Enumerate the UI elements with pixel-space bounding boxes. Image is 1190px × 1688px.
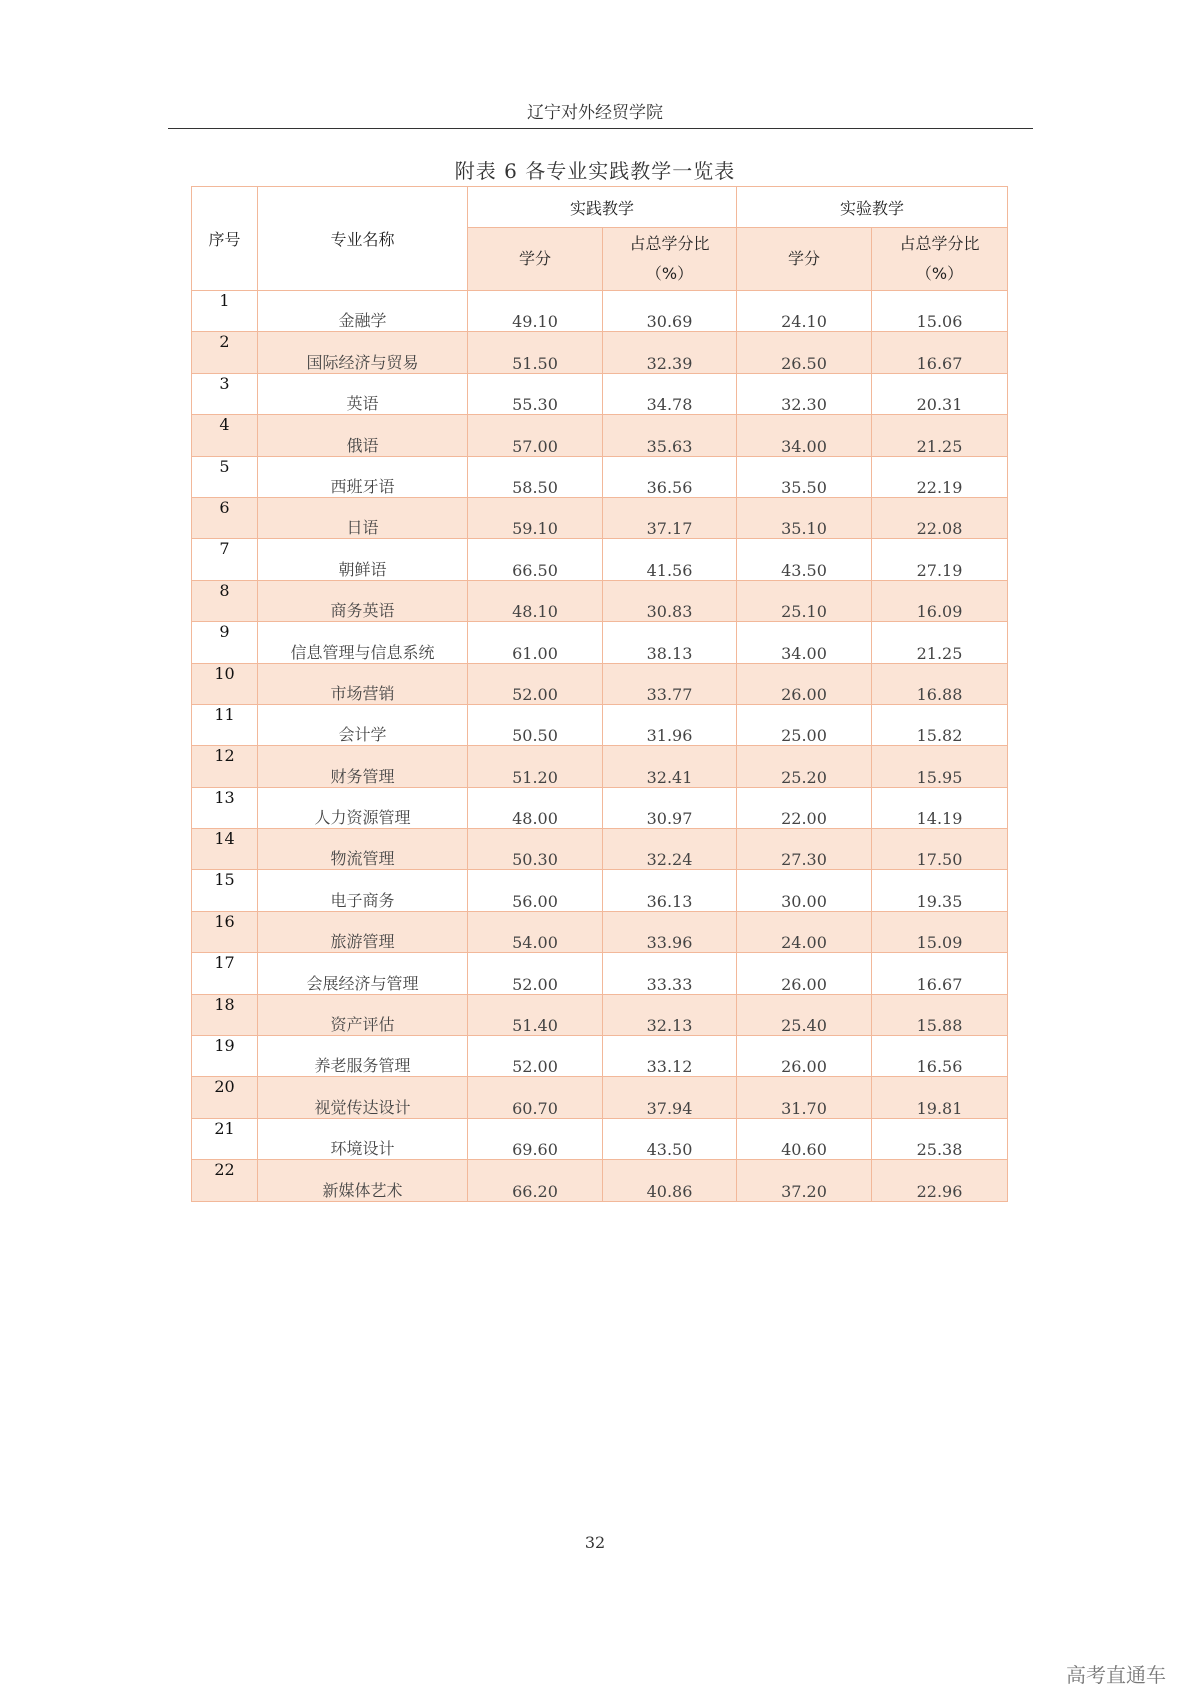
cell-practice-percent: 33.12 [603,1036,737,1077]
cell-experiment-percent: 22.96 [872,1160,1008,1201]
cell-practice-credits: 52.00 [468,663,603,704]
cell-index: 6 [192,497,258,538]
cell-experiment-credits: 34.00 [737,622,872,663]
cell-index: 17 [192,953,258,994]
cell-index: 21 [192,1118,258,1159]
cell-practice-credits: 69.60 [468,1118,603,1159]
cell-index: 13 [192,787,258,828]
cell-practice-percent: 37.94 [603,1077,737,1118]
cell-experiment-percent: 17.50 [872,829,1008,870]
cell-practice-credits: 55.30 [468,373,603,414]
cell-practice-credits: 60.70 [468,1077,603,1118]
cell-experiment-credits: 26.00 [737,1036,872,1077]
cell-experiment-credits: 43.50 [737,539,872,580]
cell-index: 22 [192,1160,258,1201]
cell-experiment-percent: 20.31 [872,373,1008,414]
cell-practice-percent: 33.96 [603,911,737,952]
cell-practice-credits: 54.00 [468,911,603,952]
cell-experiment-percent: 16.09 [872,580,1008,621]
table-row [192,1160,1008,1201]
cell-index: 20 [192,1077,258,1118]
cell-practice-credits: 56.00 [468,870,603,911]
cell-experiment-credits: 35.50 [737,456,872,497]
column-header-practice-percent [603,228,737,291]
cell-experiment-credits: 37.20 [737,1160,872,1201]
cell-experiment-percent: 27.19 [872,539,1008,580]
cell-experiment-percent: 16.67 [872,332,1008,373]
cell-practice-credits: 50.50 [468,704,603,745]
cell-index: 8 [192,580,258,621]
header-divider [168,128,1033,129]
table-row [192,829,1008,870]
table-row [192,622,1008,663]
cell-practice-percent: 33.33 [603,953,737,994]
table-row [192,497,1008,538]
cell-major: 视觉传达设计 [258,1077,468,1118]
cell-experiment-credits: 35.10 [737,497,872,538]
cell-practice-credits: 61.00 [468,622,603,663]
cell-practice-percent: 32.41 [603,746,737,787]
table-row [192,291,1008,332]
cell-practice-percent: 32.39 [603,332,737,373]
table-row [192,539,1008,580]
cell-experiment-credits: 22.00 [737,787,872,828]
cell-experiment-credits: 40.60 [737,1118,872,1159]
document-header-title: 辽宁对外经贸学院 [527,103,663,123]
cell-practice-credits: 51.20 [468,746,603,787]
table-row [192,787,1008,828]
cell-practice-credits: 50.30 [468,829,603,870]
cell-major: 西班牙语 [258,456,468,497]
cell-practice-credits: 52.00 [468,1036,603,1077]
cell-practice-credits: 51.40 [468,994,603,1035]
column-header-major: 专业名称 [258,187,468,291]
percent-label: 占总学分比 [899,234,980,253]
cell-practice-credits: 57.00 [468,415,603,456]
table-row [192,1118,1008,1159]
cell-experiment-credits: 25.10 [737,580,872,621]
column-group-experiment: 实验教学 [737,187,1008,228]
cell-experiment-percent: 15.88 [872,994,1008,1035]
table-caption: 附表 6 各专业实践教学一览表 [454,159,736,183]
cell-practice-credits: 52.00 [468,953,603,994]
cell-experiment-credits: 31.70 [737,1077,872,1118]
cell-practice-credits: 51.50 [468,332,603,373]
table-row [192,580,1008,621]
cell-experiment-percent: 15.09 [872,911,1008,952]
watermark-text: 高考直通车 [1066,1663,1166,1687]
cell-index: 5 [192,456,258,497]
cell-major: 环境设计 [258,1118,468,1159]
table-body [192,291,1008,1202]
cell-major: 朝鲜语 [258,539,468,580]
cell-experiment-percent: 16.88 [872,663,1008,704]
table-row [192,1077,1008,1118]
cell-experiment-credits: 34.00 [737,415,872,456]
cell-index: 1 [192,291,258,332]
cell-experiment-credits: 26.50 [737,332,872,373]
column-header-practice-credits: 学分 [468,228,603,291]
table-row [192,332,1008,373]
cell-experiment-percent: 25.38 [872,1118,1008,1159]
cell-index: 14 [192,829,258,870]
cell-major: 金融学 [258,291,468,332]
cell-index: 16 [192,911,258,952]
cell-experiment-credits: 25.40 [737,994,872,1035]
cell-index: 10 [192,663,258,704]
cell-experiment-credits: 27.30 [737,829,872,870]
cell-practice-percent: 40.86 [603,1160,737,1201]
column-header-experiment-percent [872,228,1008,291]
cell-practice-credits: 48.00 [468,787,603,828]
cell-practice-percent: 36.13 [603,870,737,911]
cell-index: 15 [192,870,258,911]
table-row [192,953,1008,994]
cell-experiment-credits: 26.00 [737,663,872,704]
cell-practice-credits: 66.50 [468,539,603,580]
cell-major: 资产评估 [258,994,468,1035]
cell-major: 会展经济与管理 [258,953,468,994]
cell-experiment-percent: 15.06 [872,291,1008,332]
cell-experiment-credits: 32.30 [737,373,872,414]
cell-experiment-credits: 30.00 [737,870,872,911]
column-group-practice: 实践教学 [468,187,737,228]
cell-practice-credits: 49.10 [468,291,603,332]
table-row [192,415,1008,456]
cell-experiment-percent: 16.56 [872,1036,1008,1077]
page-number: 32 [584,1533,606,1552]
cell-practice-credits: 59.10 [468,497,603,538]
cell-experiment-percent: 19.81 [872,1077,1008,1118]
table-row [192,456,1008,497]
cell-practice-credits: 66.20 [468,1160,603,1201]
column-header-index: 序号 [192,187,258,291]
cell-practice-credits: 58.50 [468,456,603,497]
cell-practice-percent: 30.69 [603,291,737,332]
cell-experiment-percent: 21.25 [872,415,1008,456]
cell-major: 物流管理 [258,829,468,870]
cell-practice-percent: 30.97 [603,787,737,828]
practice-teaching-table [191,186,1008,1202]
cell-practice-percent: 32.24 [603,829,737,870]
cell-major: 人力资源管理 [258,787,468,828]
column-header-experiment-credits: 学分 [737,228,872,291]
cell-major: 英语 [258,373,468,414]
table-row [192,704,1008,745]
cell-major: 会计学 [258,704,468,745]
table-row [192,1036,1008,1077]
cell-major: 电子商务 [258,870,468,911]
percent-unit: （%） [915,264,964,283]
cell-experiment-credits: 25.00 [737,704,872,745]
cell-experiment-credits: 26.00 [737,953,872,994]
cell-experiment-percent: 15.95 [872,746,1008,787]
cell-major: 俄语 [258,415,468,456]
cell-major: 财务管理 [258,746,468,787]
cell-major: 日语 [258,497,468,538]
cell-practice-percent: 30.83 [603,580,737,621]
cell-index: 19 [192,1036,258,1077]
cell-practice-percent: 36.56 [603,456,737,497]
table-row [192,911,1008,952]
cell-experiment-credits: 25.20 [737,746,872,787]
cell-practice-percent: 38.13 [603,622,737,663]
cell-practice-percent: 33.77 [603,663,737,704]
cell-experiment-credits: 24.10 [737,291,872,332]
cell-experiment-percent: 14.19 [872,787,1008,828]
percent-unit: （%） [645,264,694,283]
cell-experiment-percent: 22.19 [872,456,1008,497]
cell-index: 11 [192,704,258,745]
cell-index: 18 [192,994,258,1035]
cell-practice-percent: 34.78 [603,373,737,414]
table-row [192,373,1008,414]
cell-experiment-percent: 22.08 [872,497,1008,538]
table-row [192,994,1008,1035]
table-row [192,746,1008,787]
cell-major: 新媒体艺术 [258,1160,468,1201]
cell-major: 市场营销 [258,663,468,704]
cell-major: 养老服务管理 [258,1036,468,1077]
table-row [192,663,1008,704]
cell-major: 旅游管理 [258,911,468,952]
cell-practice-percent: 41.56 [603,539,737,580]
cell-index: 4 [192,415,258,456]
cell-practice-percent: 35.63 [603,415,737,456]
cell-index: 9 [192,622,258,663]
percent-label: 占总学分比 [629,234,710,253]
cell-experiment-percent: 21.25 [872,622,1008,663]
cell-experiment-percent: 15.82 [872,704,1008,745]
cell-experiment-credits: 24.00 [737,911,872,952]
cell-experiment-percent: 16.67 [872,953,1008,994]
cell-index: 3 [192,373,258,414]
cell-practice-percent: 32.13 [603,994,737,1035]
cell-major: 国际经济与贸易 [258,332,468,373]
cell-index: 7 [192,539,258,580]
cell-practice-percent: 43.50 [603,1118,737,1159]
table-row [192,870,1008,911]
cell-major: 信息管理与信息系统 [258,622,468,663]
cell-index: 12 [192,746,258,787]
cell-practice-credits: 48.10 [468,580,603,621]
cell-practice-percent: 31.96 [603,704,737,745]
cell-major: 商务英语 [258,580,468,621]
cell-practice-percent: 37.17 [603,497,737,538]
cell-experiment-percent: 19.35 [872,870,1008,911]
cell-index: 2 [192,332,258,373]
